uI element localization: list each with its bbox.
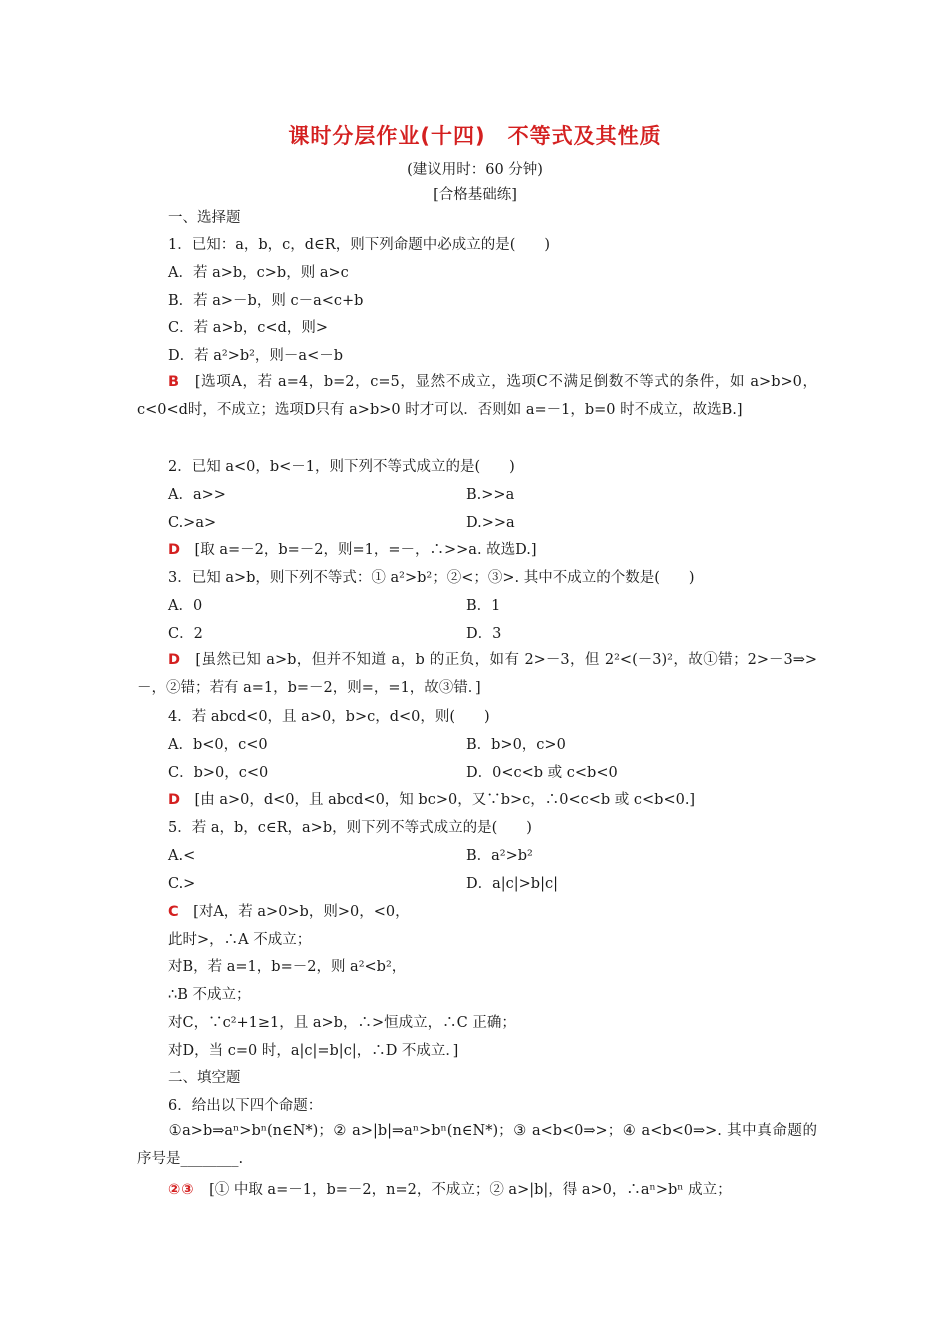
q2-option-d: D.>>a [466,515,515,531]
q2-option-a: A．a>> [168,487,226,503]
q1-answer: B [168,374,180,390]
q4-stem: 4．若 abcd<0，且 a>0，b>c，d<0，则( ) [168,709,490,725]
q6-answer: ②③ [168,1182,195,1198]
q5-explanation-2: 此时>，∴A 不成立； [168,932,312,948]
q5-explanation-3: 对B，若 a=1，b=－2，则 a²<b²， [168,959,407,975]
q4-explanation: [由 a>0，d<0，且 abcd<0，知 bc>0，又∵b>c，∴0<c<b 或 c<b<0.] [194,792,696,808]
q3-option-b: B．1 [466,598,501,614]
q2-explanation: [取 a=－2，b=－2，则=1，=－，∴>>a. 故选D.] [194,542,537,558]
q6-propositions: ①a>b⇒aⁿ>bⁿ(n∈N*)；② a>|b|⇒aⁿ>bⁿ(n∈N*)；③ a<b<0⇒>；④ a<b<0⇒>. 其中真命题的序号是________. [137,1123,817,1167]
q1-stem: 1．已知：a，b，c，d∈R，则下列命题中必成立的是( ) [168,237,551,253]
section-fill: 二、填空题 [168,1070,241,1086]
q3-option-d: D．3 [466,626,502,642]
q3-explanation: [虽然已知 a>b，但并不知道 a，b 的正负，如有 2>－3，但 2²<(－3)²，故①错；2>－3⇒>－，②错；若有 a=1，b=－2，则=，=1，故③错．] [137,652,817,696]
q3-option-c: C．2 [168,626,203,642]
page-title: 课时分层作业(十四) 不等式及其性质 [288,124,662,148]
q5-solution [168,902,410,922]
q1-option-d: D．若 a²>b²，则－a<－b [168,348,344,364]
q4-option-a: A．b<0，c<0 [168,737,268,753]
q6-stem: 6．给出以下四个命题： [168,1098,323,1114]
q5-option-c: C.> [168,876,196,892]
q3-answer: D [168,652,181,668]
q2-stem: 2．已知 a<0，b<－1，则下列不等式成立的是( ) [168,459,515,475]
q1-option-a: A．若 a>b，c>b，则 a>c [168,265,349,281]
q1-explanation: [选项A，若 a=4，b=2，c=5，显然不成立，选项C不满足倒数不等式的条件，如 a>b>0，c<0<d时，不成立；选项D只有 a>b>0 时才可以．否则如 a=－1，b=0 时不成立，故选B.] [137,374,818,418]
q2-option-b: B.>>a [466,487,515,503]
q5-explanation-1: [对A，若 a>0>b，则>0，<0， [193,904,410,920]
q6-body [137,1118,817,1173]
q5-answer: C [168,904,179,920]
q4-answer: D [168,792,181,808]
q1-solution [137,369,817,424]
q5-stem: 5．若 a，b，c∈R，a>b，则下列不等式成立的是( ) [168,820,532,836]
q3-stem: 3．已知 a>b，则下列不等式：① a²>b²；②<；③>. 其中不成立的个数是( ) [168,570,695,586]
q5-option-d: D．a|c|>b|c| [466,876,558,892]
q3-option-a: A．0 [168,598,203,614]
q1-option-c: C．若 a>b，c<d，则> [168,320,328,336]
q5-explanation-6: 对D，当 c=0 时，a|c|=b|c|，∴D 不成立．] [168,1043,459,1059]
q5-option-b: B．a²>b² [466,848,533,864]
q4-solution [168,790,695,810]
time-suggestion: (建议用时：60 分钟) [407,162,543,178]
q4-option-c: C．b>0，c<0 [168,765,269,781]
section-choice: 一、选择题 [168,210,241,226]
q6-explanation: [① 中取 a=－1，b=－2，n=2，不成立；② a>|b|，得 a>0，∴aⁿ>bⁿ 成立； [209,1182,732,1198]
q1-option-b: B．若 a>－b，则 c－a<c+b [168,293,364,309]
q2-option-c: C.>a> [168,515,217,531]
q5-option-a: A.< [168,848,196,864]
q5-explanation-4: ∴B 不成立； [168,987,251,1003]
q2-solution [168,540,537,560]
q6-solution [168,1180,732,1200]
q4-option-d: D．0<c<b 或 c<b<0 [466,765,618,781]
q4-option-b: B．b>0，c>0 [466,737,566,753]
level-label: [合格基础练] [433,187,517,203]
q5-explanation-5: 对C，∵c²+1≥1，且 a>b，∴>恒成立，∴C 正确； [168,1015,516,1031]
q3-solution [137,647,817,702]
q2-answer: D [168,542,181,558]
